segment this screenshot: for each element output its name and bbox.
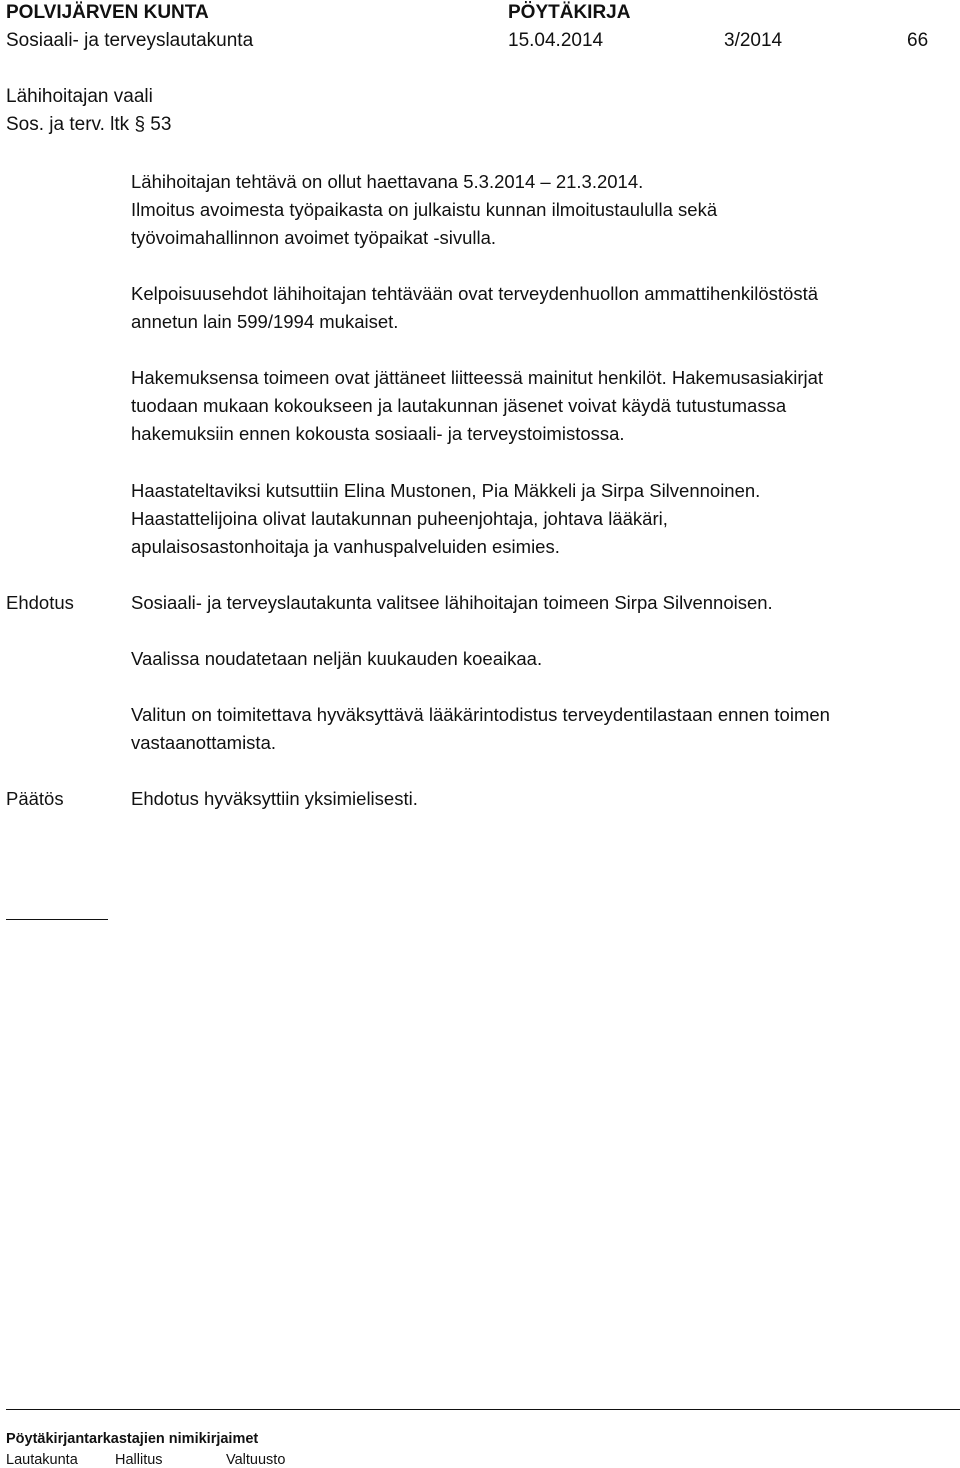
footer-item-lautakunta: Lautakunta <box>6 1452 78 1468</box>
meeting-number: 3/2014 <box>724 30 783 51</box>
municipality-name: POLVIJÄRVEN KUNTA <box>6 2 209 23</box>
item-title: Lähihoitajan vaali <box>6 86 153 107</box>
proposal-line3: Valitun on toimitettava hyväksyttävä lääkärintodistus terveydentilastaan ennen toimen <box>131 704 830 725</box>
document-type: PÖYTÄKIRJA <box>508 2 631 23</box>
body-p2-line1: Kelpoisuusehdot lähihoitajan tehtävään ovat terveydenhuollon ammattihenkilöstöstä <box>131 283 819 304</box>
footer-item-valtuusto: Valtuusto <box>226 1452 286 1468</box>
proposal-line2: Vaalissa noudatetaan neljän kuukauden koeaikaa. <box>131 648 543 669</box>
decision-text: Ehdotus hyväksyttiin yksimielisesti. <box>131 788 418 809</box>
proposal-line4: vastaanottamista. <box>131 732 276 753</box>
body-p4-line2: Haastattelijoina olivat lautakunnan puheenjohtaja, johtava lääkäri, <box>131 508 668 529</box>
item-reference: Sos. ja terv. ltk § 53 <box>6 114 172 135</box>
body-p3-line3: hakemuksiin ennen kokousta sosiaali- ja terveystoimistossa. <box>131 423 625 444</box>
meeting-date: 15.04.2014 <box>508 30 604 51</box>
body-p3-line1: Hakemuksensa toimeen ovat jättäneet liitteessä mainitut henkilöt. Hakemusasiakirjat <box>131 367 824 388</box>
body-p1-line2: Ilmoitus avoimesta työpaikasta on julkaistu kunnan ilmoitustaululla sekä <box>131 199 718 220</box>
body-p2-line2: annetun lain 599/1994 mukaiset. <box>131 311 399 332</box>
proposal-label: Ehdotus <box>6 592 74 613</box>
board-name: Sosiaali- ja terveyslautakunta <box>6 30 254 51</box>
body-p1-line1: Lähihoitajan tehtävä on ollut haettavana 5.3.2014 – 21.3.2014. <box>131 171 644 192</box>
body-p4-line3: apulaisosastonhoitaja ja vanhuspalveluiden esimies. <box>131 536 560 557</box>
body-p3-line2: tuodaan mukaan kokoukseen ja lautakunnan jäsenet voivat käydä tutustumassa <box>131 395 787 416</box>
decision-label: Päätös <box>6 788 64 809</box>
body-p4-line1: Haastateltaviksi kutsuttiin Elina Mustonen, Pia Mäkkeli ja Sirpa Silvennoinen. <box>131 480 761 501</box>
footer-item-hallitus: Hallitus <box>115 1452 163 1468</box>
signature-line <box>6 919 108 920</box>
page-number: 66 <box>907 30 929 51</box>
footer-title: Pöytäkirjantarkastajien nimikirjaimet <box>6 1431 259 1447</box>
body-p1-line3: työvoimahallinnon avoimet työpaikat -sivulla. <box>131 227 497 248</box>
footer-divider <box>6 1409 960 1410</box>
proposal-line1: Sosiaali- ja terveyslautakunta valitsee lähihoitajan toimeen Sirpa Silvennoisen. <box>131 592 773 613</box>
